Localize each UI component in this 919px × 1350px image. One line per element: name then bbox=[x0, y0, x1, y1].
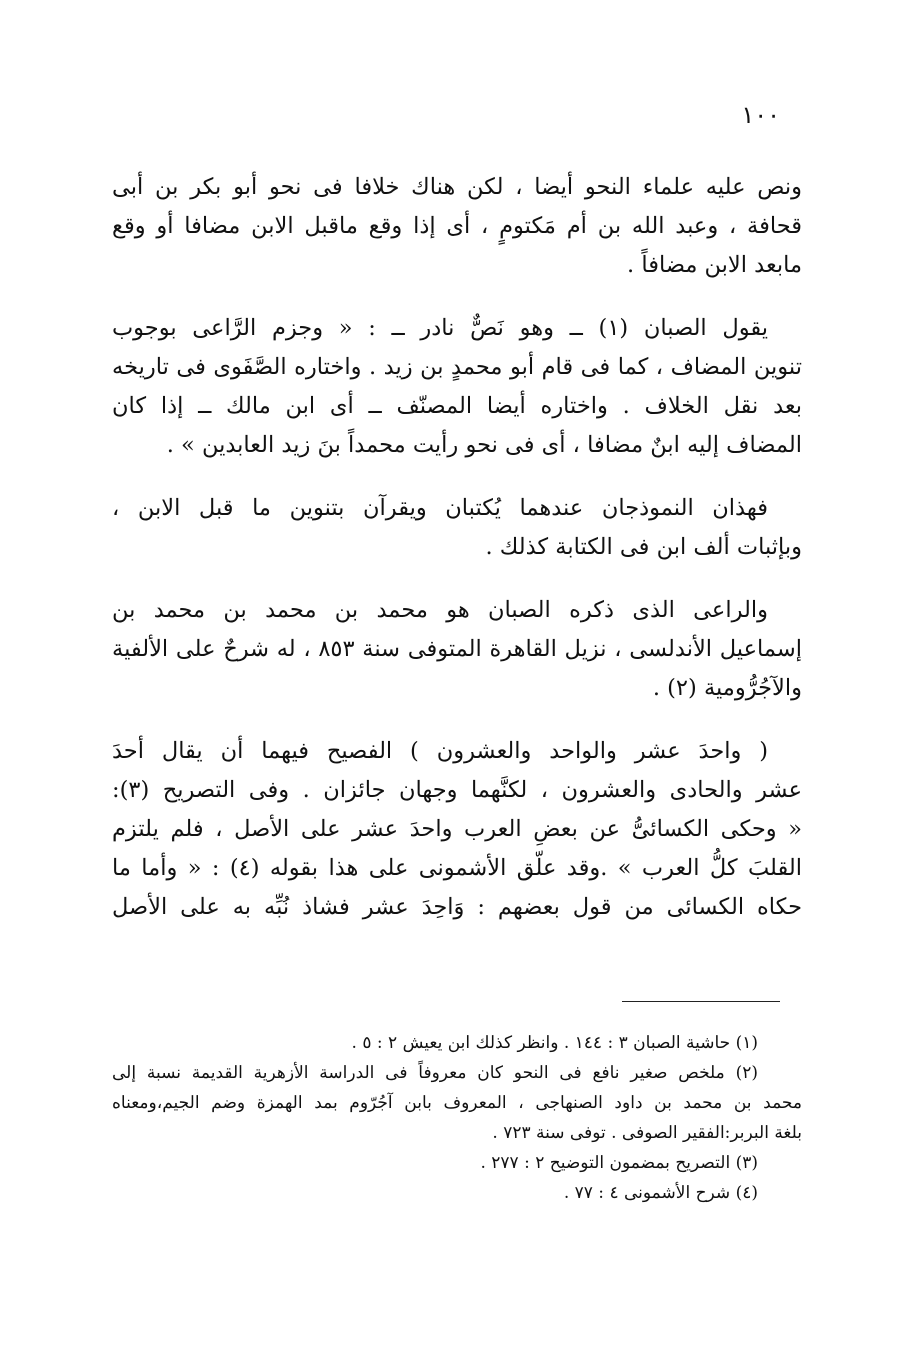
text-line: حكاه الكسائى من قول بعضهم : وَاحِدَ عشر فشاذ نُبِّه به على الأصل bbox=[112, 894, 802, 920]
text-line: إسماعيل الأندلسى ، نزيل القاهرة المتوفى سنة ٨٥٣ ، له شرحٌ على الألفية bbox=[112, 636, 802, 662]
paragraph-4 bbox=[112, 591, 802, 708]
footnote-3: (٣) التصريح بمضمون التوضيح ٢ : ٢٧٧ . bbox=[480, 1153, 758, 1173]
text-line: القلبَ كلُّ العرب » .وقد علّق الأشمونى على هذا بقوله (٤) : « وأما ما bbox=[112, 855, 802, 881]
main-text bbox=[112, 168, 802, 951]
paragraph-3 bbox=[112, 489, 802, 567]
text-line: « وحكى الكسائىُّ عن بعضِ العرب واحدَ عشر على الأصل ، فلم يلتزم bbox=[112, 816, 802, 842]
footnote-2-continued: محمد بن محمد بن داود الصنهاجى ، المعروف بابن آجُرّوم بمد الهمزة وضم الجيم،ومعناه bbox=[112, 1093, 802, 1113]
text-line: يقول الصبان (١) ــ وهو نَصٌّ نادر ــ : « وجزم الرَّاعى بوجوب bbox=[112, 315, 768, 341]
text-line: وبإثبات ألف ابن فى الكتابة كذلك . bbox=[485, 534, 802, 560]
paragraph-2 bbox=[112, 309, 802, 465]
text-line: عشر والحادى والعشرون ، لكنَّهما وجهان جائزان . وفى التصريح (٣): bbox=[112, 777, 802, 803]
text-line: المضاف إليه ابنٌ مضافا ، أى فى نحو رأيت محمداً بنَ زيد العابدين » . bbox=[166, 432, 802, 458]
text-line: فهذان النموذجان عندهما يُكتبان ويقرآن بتنوين ما قبل الابن ، bbox=[112, 495, 768, 521]
text-line: قحافة ، وعبد الله بن أم مَكتومٍ ، أى إذا وقع ماقبل الابن مضافا أو وقع bbox=[112, 213, 802, 239]
footnote-divider bbox=[622, 1001, 780, 1002]
text-line: ( واحدَ عشر والواحد والعشرون ) الفصيح فيهما أن يقال أحدَ bbox=[112, 738, 768, 764]
text-line: مابعد الابن مضافاً . bbox=[627, 252, 802, 278]
paragraph-1 bbox=[112, 168, 802, 285]
footnote-2: (٢) ملخص صغير نافع فى النحو كان معروفاً فى الدراسة الأزهرية القديمة نسبة إلى bbox=[112, 1063, 758, 1083]
paragraph-5 bbox=[112, 732, 802, 927]
footnotes bbox=[112, 1028, 802, 1208]
footnote-2-continued: بلغة البربر:الفقير الصوفى . توفى سنة ٧٢٣ . bbox=[492, 1123, 802, 1143]
text-line: ونص عليه علماء النحو أيضا ، لكن هناك خلافا فى نحو أبو بكر بن أبى bbox=[112, 174, 802, 200]
text-line: تنوين المضاف ، كما فى قام أبو محمدٍ بن زيد . واختاره الصَّفَوى فى تاريخه bbox=[112, 354, 802, 380]
text-line: بعد نقل الخلاف . واختاره أيضا المصنّف ــ أى ابن مالك ــ إذا كان bbox=[112, 393, 802, 419]
text-line: والراعى الذى ذكره الصبان هو محمد بن محمد بن محمد بن bbox=[112, 597, 768, 623]
footnote-4: (٤) شرح الأشمونى ٤ : ٧٧ . bbox=[563, 1183, 758, 1203]
text-line: والآجُرُّومية (٢) . bbox=[652, 675, 802, 701]
footnote-1: (١) حاشية الصبان ٣ : ١٤٤ . وانظر كذلك ابن يعيش ٢ : ٥ . bbox=[351, 1033, 758, 1053]
page-number: ١٠٠ bbox=[741, 101, 780, 129]
